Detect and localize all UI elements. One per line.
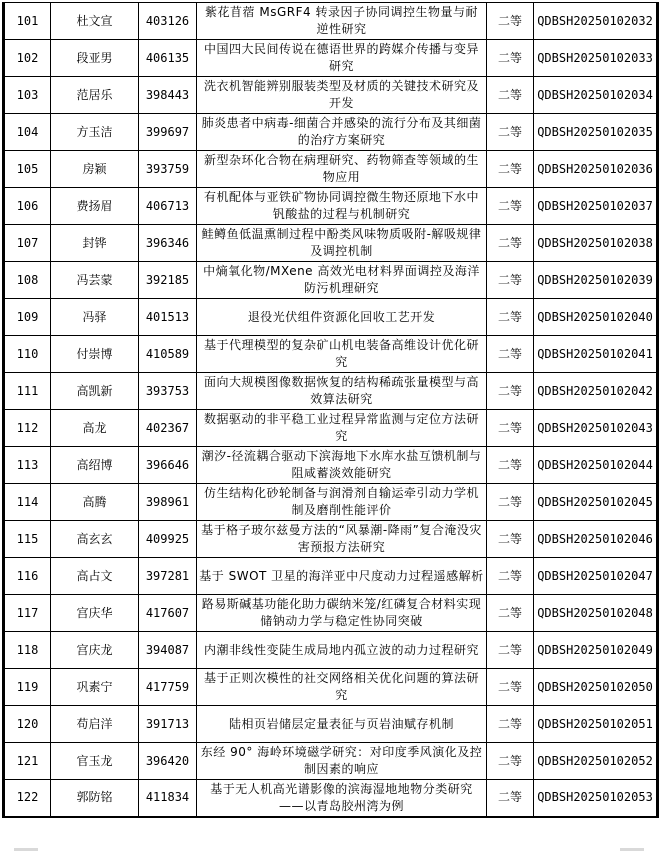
student-name-cell: 杜文宣: [51, 3, 139, 40]
row-index-cell: 118: [4, 632, 51, 669]
award-grade-cell: 二等: [487, 706, 534, 743]
certificate-number-cell: QDBSH20250102038: [534, 225, 658, 262]
certificate-number-cell: QDBSH20250102048: [534, 595, 658, 632]
table-row: [4, 299, 658, 336]
certificate-number-cell: QDBSH20250102037: [534, 188, 658, 225]
student-id-cell: 393759: [139, 151, 197, 188]
student-id-cell: 397281: [139, 558, 197, 595]
student-name-cell: 高绍博: [51, 447, 139, 484]
award-grade-cell: 二等: [487, 299, 534, 336]
row-index-cell: 122: [4, 780, 51, 817]
award-grade-cell: 二等: [487, 188, 534, 225]
student-id-cell: 417607: [139, 595, 197, 632]
certificate-number-cell: QDBSH20250102051: [534, 706, 658, 743]
award-grade-cell: 二等: [487, 447, 534, 484]
student-id-cell: 396646: [139, 447, 197, 484]
student-name-cell: 方玉洁: [51, 114, 139, 151]
table-row: [4, 595, 658, 632]
student-id-cell: 410589: [139, 336, 197, 373]
project-title-cell: 基于代理模型的复杂矿山机电装备高维设计优化研究: [197, 336, 487, 373]
student-id-cell: 402367: [139, 410, 197, 447]
award-grade-cell: 二等: [487, 558, 534, 595]
certificate-number-cell: QDBSH20250102034: [534, 77, 658, 114]
row-index-cell: 117: [4, 595, 51, 632]
certificate-number-cell: QDBSH20250102042: [534, 373, 658, 410]
student-id-cell: 403126: [139, 3, 197, 40]
project-title-cell: 有机配体与亚铁矿物协同调控微生物还原地下水中钒酸盐的过程与机制研究: [197, 188, 487, 225]
table-row: [4, 262, 658, 299]
award-grade-cell: 二等: [487, 521, 534, 558]
project-title-cell: 基于无人机高光谱影像的滨海湿地地物分类研究——以青岛胶州湾为例: [197, 780, 487, 817]
project-title-cell: 内潮非线性变陡生成局地内孤立波的动力过程研究: [197, 632, 487, 669]
table-row: [4, 706, 658, 743]
table-row: [4, 114, 658, 151]
award-grade-cell: 二等: [487, 336, 534, 373]
student-name-cell: 官玉龙: [51, 743, 139, 780]
table-row: [4, 151, 658, 188]
student-id-cell: 396346: [139, 225, 197, 262]
table-row: [4, 558, 658, 595]
row-index-cell: 102: [4, 40, 51, 77]
table-row: [4, 669, 658, 706]
student-id-cell: 392185: [139, 262, 197, 299]
award-grade-cell: 二等: [487, 669, 534, 706]
student-name-cell: 高占文: [51, 558, 139, 595]
student-id-cell: 411834: [139, 780, 197, 817]
table-row: [4, 410, 658, 447]
project-title-cell: 洗衣机智能辨别服装类型及材质的关键技术研究及开发: [197, 77, 487, 114]
student-id-cell: 399697: [139, 114, 197, 151]
row-index-cell: 112: [4, 410, 51, 447]
award-grade-cell: 二等: [487, 632, 534, 669]
certificate-number-cell: QDBSH20250102044: [534, 447, 658, 484]
student-name-cell: 段亚男: [51, 40, 139, 77]
project-title-cell: 基于格子玻尔兹曼方法的“风暴潮-降雨”复合淹没灾害预报方法研究: [197, 521, 487, 558]
row-index-cell: 116: [4, 558, 51, 595]
project-title-cell: 鲑鳟鱼低温熏制过程中酚类风味物质吸附-解吸规律及调控机制: [197, 225, 487, 262]
table-row: [4, 632, 658, 669]
student-id-cell: 393753: [139, 373, 197, 410]
student-name-cell: 房颖: [51, 151, 139, 188]
student-name-cell: 高腾: [51, 484, 139, 521]
student-id-cell: 394087: [139, 632, 197, 669]
project-title-cell: 肺炎患者中病毒-细菌合并感染的流行分布及其细菌的治疗方案研究: [197, 114, 487, 151]
row-index-cell: 101: [4, 3, 51, 40]
certificate-number-cell: QDBSH20250102053: [534, 780, 658, 817]
award-grade-cell: 二等: [487, 40, 534, 77]
award-list-table: [2, 2, 659, 818]
certificate-number-cell: QDBSH20250102036: [534, 151, 658, 188]
certificate-number-cell: QDBSH20250102032: [534, 3, 658, 40]
certificate-number-cell: QDBSH20250102049: [534, 632, 658, 669]
project-title-cell: 路易斯碱基功能化助力碳纳米笼/红磷复合材料实现储钠动力学与稳定性协同突破: [197, 595, 487, 632]
table-row: [4, 521, 658, 558]
row-index-cell: 113: [4, 447, 51, 484]
award-grade-cell: 二等: [487, 743, 534, 780]
student-id-cell: 396420: [139, 743, 197, 780]
student-name-cell: 冯芸蒙: [51, 262, 139, 299]
table-row: [4, 336, 658, 373]
table-row: [4, 780, 658, 817]
table-row: [4, 225, 658, 262]
table-body: [4, 3, 658, 817]
project-title-cell: 中熵氧化物/MXene 高效光电材料界面调控及海洋防污机理研究: [197, 262, 487, 299]
student-name-cell: 苟启洋: [51, 706, 139, 743]
project-title-cell: 陆相页岩储层定量表征与页岩油赋存机制: [197, 706, 487, 743]
table-row: [4, 373, 658, 410]
student-id-cell: 406713: [139, 188, 197, 225]
project-title-cell: 中国四大民间传说在德语世界的跨媒介传播与变异研究: [197, 40, 487, 77]
row-index-cell: 106: [4, 188, 51, 225]
table-row: [4, 743, 658, 780]
award-grade-cell: 二等: [487, 77, 534, 114]
student-id-cell: 406135: [139, 40, 197, 77]
student-name-cell: 付崇博: [51, 336, 139, 373]
student-name-cell: 高凯新: [51, 373, 139, 410]
certificate-number-cell: QDBSH20250102040: [534, 299, 658, 336]
table-row: [4, 77, 658, 114]
row-index-cell: 108: [4, 262, 51, 299]
award-grade-cell: 二等: [487, 410, 534, 447]
award-grade-cell: 二等: [487, 780, 534, 817]
row-index-cell: 111: [4, 373, 51, 410]
student-name-cell: 范居乐: [51, 77, 139, 114]
award-grade-cell: 二等: [487, 151, 534, 188]
certificate-number-cell: QDBSH20250102039: [534, 262, 658, 299]
student-id-cell: 417759: [139, 669, 197, 706]
student-id-cell: 391713: [139, 706, 197, 743]
project-title-cell: 基于正则次模性的社交网络相关优化问题的算法研究: [197, 669, 487, 706]
student-name-cell: 封铧: [51, 225, 139, 262]
row-index-cell: 114: [4, 484, 51, 521]
project-title-cell: 紫花苜蓿 MsGRF4 转录因子协同调控生物量与耐逆性研究: [197, 3, 487, 40]
row-index-cell: 121: [4, 743, 51, 780]
award-grade-cell: 二等: [487, 595, 534, 632]
student-name-cell: 冯驿: [51, 299, 139, 336]
table-row: [4, 3, 658, 40]
award-grade-cell: 二等: [487, 484, 534, 521]
table-row: [4, 188, 658, 225]
certificate-number-cell: QDBSH20250102047: [534, 558, 658, 595]
certificate-number-cell: QDBSH20250102033: [534, 40, 658, 77]
project-title-cell: 新型杂环化合物在病理研究、药物筛查等领域的生物应用: [197, 151, 487, 188]
certificate-number-cell: QDBSH20250102052: [534, 743, 658, 780]
award-grade-cell: 二等: [487, 262, 534, 299]
project-title-cell: 数据驱动的非平稳工业过程异常监测与定位方法研究: [197, 410, 487, 447]
row-index-cell: 120: [4, 706, 51, 743]
award-grade-cell: 二等: [487, 373, 534, 410]
row-index-cell: 107: [4, 225, 51, 262]
student-id-cell: 398443: [139, 77, 197, 114]
project-title-cell: 基于 SWOT 卫星的海洋亚中尺度动力过程遥感解析: [197, 558, 487, 595]
award-grade-cell: 二等: [487, 225, 534, 262]
row-index-cell: 105: [4, 151, 51, 188]
row-index-cell: 115: [4, 521, 51, 558]
student-id-cell: 409925: [139, 521, 197, 558]
certificate-number-cell: QDBSH20250102046: [534, 521, 658, 558]
row-index-cell: 110: [4, 336, 51, 373]
row-index-cell: 109: [4, 299, 51, 336]
project-title-cell: 面向大规模图像数据恢复的结构稀疏张量模型与高效算法研究: [197, 373, 487, 410]
project-title-cell: 退役光伏组件资源化回收工艺开发: [197, 299, 487, 336]
project-title-cell: 潮汐-径流耦合驱动下滨海地下水库水盐互馈机制与阻咸蓄淡效能研究: [197, 447, 487, 484]
student-name-cell: 费扬眉: [51, 188, 139, 225]
student-id-cell: 401513: [139, 299, 197, 336]
project-title-cell: 仿生结构化砂轮制备与润滑剂自输运牵引动力学机制及磨削性能评价: [197, 484, 487, 521]
certificate-number-cell: QDBSH20250102050: [534, 669, 658, 706]
student-name-cell: 巩素宁: [51, 669, 139, 706]
table-row: [4, 447, 658, 484]
student-name-cell: 宫庆龙: [51, 632, 139, 669]
table-row: [4, 484, 658, 521]
row-index-cell: 104: [4, 114, 51, 151]
award-grade-cell: 二等: [487, 114, 534, 151]
row-index-cell: 119: [4, 669, 51, 706]
certificate-number-cell: QDBSH20250102035: [534, 114, 658, 151]
row-index-cell: 103: [4, 77, 51, 114]
project-title-cell: 东经 90° 海岭环境磁学研究：对印度季风演化及控制因素的响应: [197, 743, 487, 780]
student-name-cell: 高龙: [51, 410, 139, 447]
student-id-cell: 398961: [139, 484, 197, 521]
student-name-cell: 郭防铭: [51, 780, 139, 817]
certificate-number-cell: QDBSH20250102043: [534, 410, 658, 447]
award-grade-cell: 二等: [487, 3, 534, 40]
student-name-cell: 宫庆华: [51, 595, 139, 632]
student-name-cell: 高玄玄: [51, 521, 139, 558]
certificate-number-cell: QDBSH20250102041: [534, 336, 658, 373]
certificate-number-cell: QDBSH20250102045: [534, 484, 658, 521]
table-row: [4, 40, 658, 77]
